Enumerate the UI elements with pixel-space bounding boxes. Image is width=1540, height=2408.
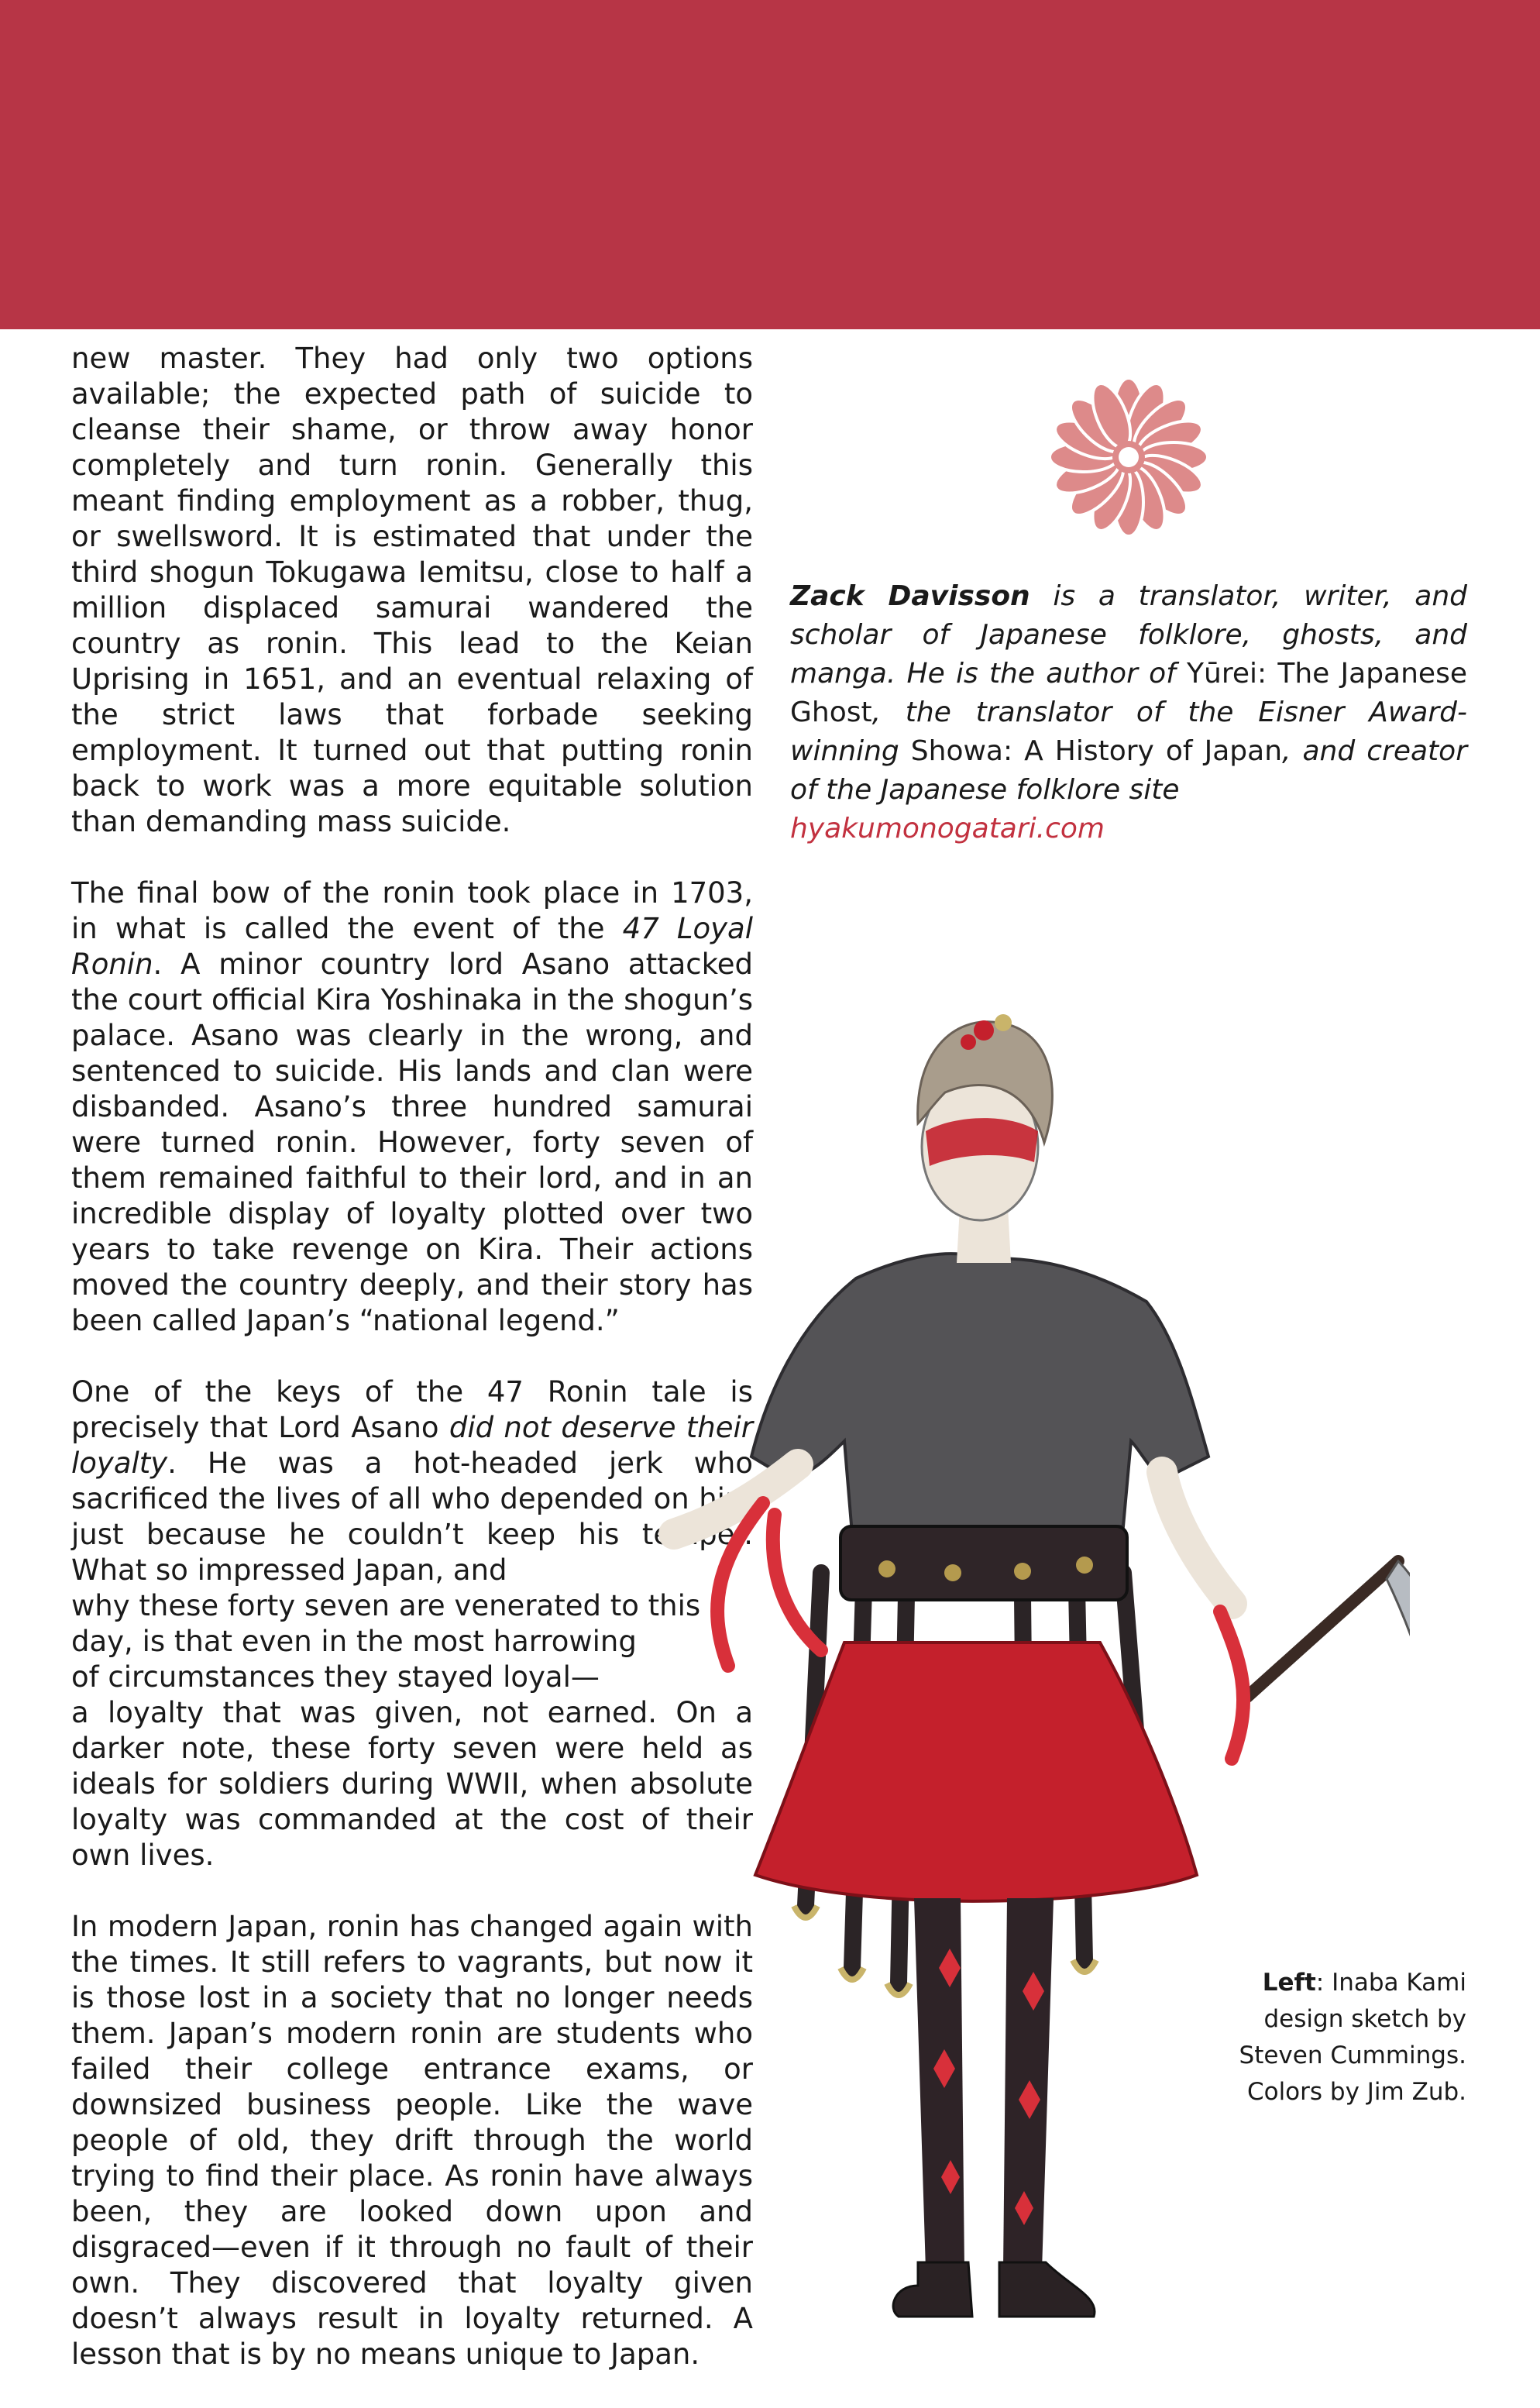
author-name: Zack Davisson bbox=[790, 580, 1030, 612]
scythe-weapon bbox=[1247, 1561, 1410, 1732]
article-paragraph: In modern Japan, ronin has changed again with the times. It still refers to vagrants, but now it is those lost in a society that no longer needs them. Japan’s modern ronin are students who failed their college entrance exams, or downsized business people. Like the wave people of old, they drift through the world trying to find their place. As ronin have always been, they are looked down upon and disgraced—even if it through no fault of their own. They discovered that loyalty given doesn’t always result in loyalty returned. A lesson that is by no means unique to Japan. bbox=[71, 1910, 753, 2371]
text-run: One of the keys of the 47 Ronin tale is precisely that Lord Asano bbox=[71, 1375, 753, 1444]
text-run: day, is that even in the most harrowing bbox=[71, 1625, 637, 1658]
caption-text: Colors by Jim Zub. bbox=[1246, 2078, 1466, 2106]
bio-text: is a translator, writer, and scholar of Japanese folklore, ghosts, and manga. He is the author of bbox=[790, 580, 1468, 690]
book-title: Showa: A History of Japan bbox=[910, 735, 1283, 767]
website-link[interactable]: hyakumonogatari.com bbox=[790, 813, 1105, 845]
character-illustration bbox=[620, 999, 1410, 2368]
shirt bbox=[751, 1254, 1208, 1534]
caption-label: Left bbox=[1262, 1969, 1316, 1997]
figure-caption bbox=[1157, 1965, 1466, 2110]
book-title: Yūrei: The Japanese Ghost bbox=[790, 658, 1467, 728]
text-run: The final bow of the ronin took place in 1703, in what is called the event of the bbox=[71, 876, 753, 945]
boots bbox=[893, 2262, 1095, 2317]
caption-text: : Inaba Kami bbox=[1315, 1969, 1466, 1997]
text-run: . He was a hot-headed jerk who sacrificed the lives of all who depended on him just because he couldn’t keep his temper. What so impressed Japan, and bbox=[71, 1447, 753, 1587]
caption-text: design sketch by bbox=[1263, 2005, 1466, 2033]
article-paragraph: new master. They had only two options available; the expected path of suicide to cleanse their shame, or throw away honor completely and turn ronin. Generally this meant finding employment as a robber, thug, or swellsword. It is estimated that under the third shogun Tokugawa Iemitsu, close to half a million displaced samurai wandered the country as ronin. This lead to the Keian Uprising in 1651, and an eventual relaxing of the strict laws that forbade seeking employment. It turned out that putting ronin back to work was a more equitable solution than demanding mass suicide. bbox=[71, 342, 753, 838]
caption-text: Steven Cummings. bbox=[1239, 2042, 1466, 2069]
emphasis-text: did not deserve their loyalty bbox=[71, 1411, 753, 1480]
text-run: . A minor country lord Asano attacked the court official Kira Yoshinaka in the shogun’s palace. Asano was clearly in the wrong, and sentenced to suicide. His lands and clan were disbanded. Asano’s three hundred samurai were turned ronin. However, forty seven of them remained faithful to their lord, and in an incredible display of loyalty plotted over two years to take revenge on Kira. Their actions moved the country deeply, and their story has been called Japan’s “national legend.” bbox=[71, 948, 753, 1337]
text-run: of circumstances they stayed loyal— bbox=[71, 1660, 600, 1694]
author-bio bbox=[790, 577, 1467, 848]
legs bbox=[914, 1898, 1054, 2270]
chrysanthemum-crest-icon bbox=[1043, 372, 1214, 542]
top-banner bbox=[0, 0, 1540, 329]
text-run: why these forty seven are venerated to this bbox=[71, 1589, 701, 1622]
emphasis-text: 47 Loyal Ronin bbox=[71, 912, 753, 981]
bio-text: , the translator of the Eisner Award-winning bbox=[790, 697, 1467, 767]
bio-text: , and creator of the Japanese folklore site bbox=[790, 735, 1467, 806]
article-paragraph: a loyalty that was given, not earned. On a darker note, these forty seven were held as ideals for soldiers during WWII, when absolute loyalty was commanded at the cost of their own lives. bbox=[71, 1696, 753, 1872]
